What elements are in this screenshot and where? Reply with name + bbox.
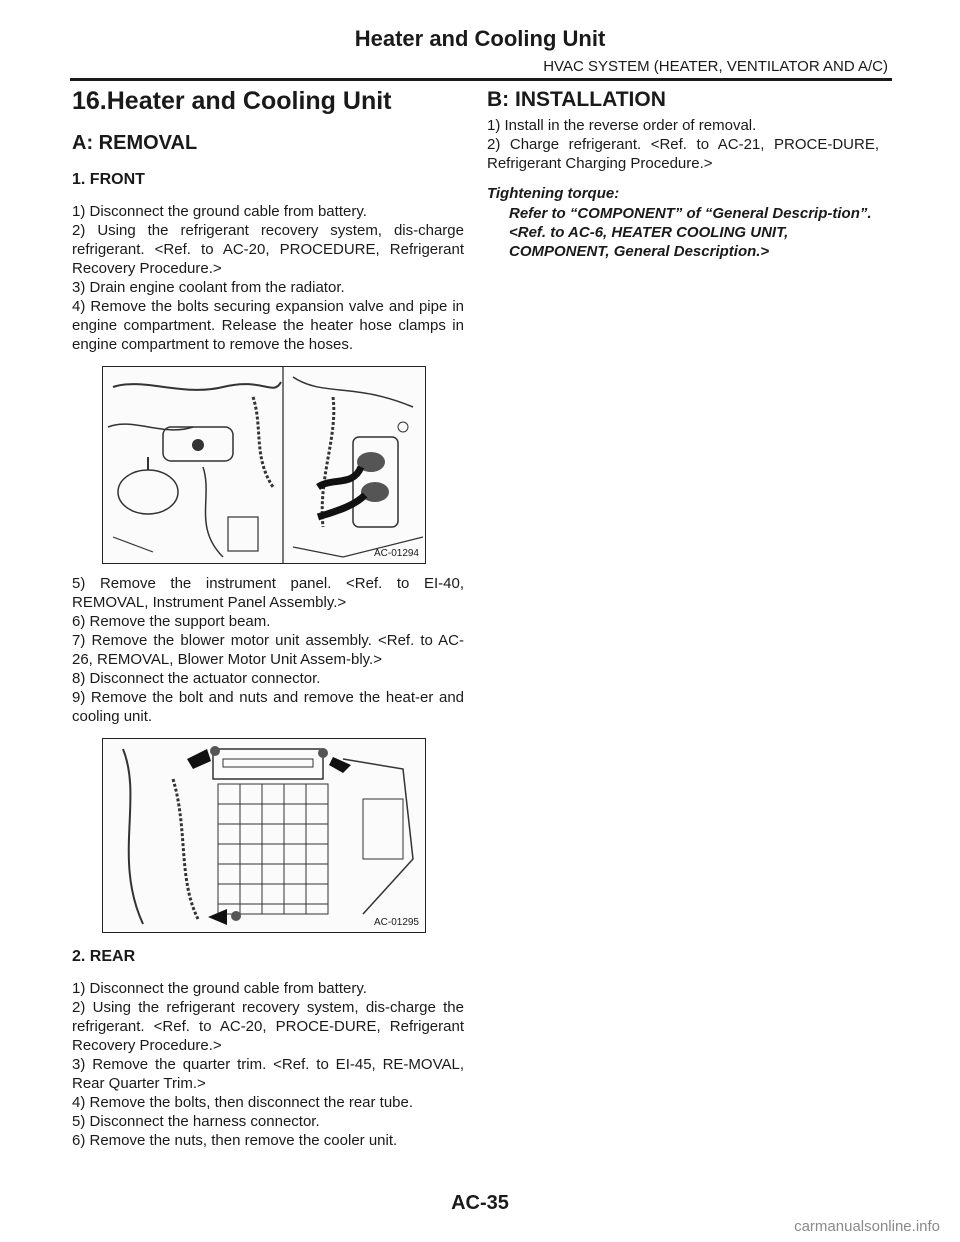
step: 9) Remove the bolt and nuts and remove the heat-er and cooling unit. — [72, 689, 464, 725]
page-title: Heater and Cooling Unit — [354, 26, 606, 51]
heater-unit-illustration — [103, 739, 425, 932]
removal-heading: A: REMOVAL — [72, 132, 198, 154]
rear-steps — [72, 979, 464, 1150]
step: 6) Remove the nuts, then remove the cooler unit. — [72, 1132, 398, 1149]
step: 1) Disconnect the ground cable from battery. — [72, 203, 367, 220]
step: 7) Remove the blower motor unit assembly. <Ref. to AC-26, REMOVAL, Blower Motor Unit Assem-bly.> — [72, 632, 464, 668]
step: 2) Charge refrigerant. <Ref. to AC-21, PROCE-DURE, Refrigerant Charging Procedure.> — [487, 136, 879, 172]
watermark: carmanualsonline.info — [794, 1218, 940, 1235]
step: 1) Disconnect the ground cable from battery. — [72, 980, 367, 997]
front-heading: 1. FRONT — [72, 171, 145, 188]
step: 5) Remove the instrument panel. <Ref. to EI-40, REMOVAL, Instrument Panel Assembly.> — [72, 575, 464, 611]
header-rule — [70, 78, 892, 81]
step: 4) Remove the bolts, then disconnect the rear tube. — [72, 1094, 414, 1111]
step: 5) Disconnect the harness connector. — [72, 1113, 320, 1130]
figure-code: AC-01295 — [373, 917, 419, 928]
torque-label: Tightening torque: — [487, 185, 620, 202]
step: 3) Remove the quarter trim. <Ref. to EI-45, RE-MOVAL, Rear Quarter Trim.> — [72, 1056, 464, 1092]
engine-compartment-illustration — [103, 367, 425, 563]
front-steps-b — [72, 574, 464, 726]
section-title: 16.Heater and Cooling Unit — [72, 87, 392, 115]
figure-engine-compartment — [102, 366, 426, 564]
step: 8) Disconnect the actuator connector. — [72, 670, 321, 687]
left-column — [72, 86, 464, 1162]
arrow-icon — [187, 749, 211, 769]
installation-heading: B: INSTALLATION — [487, 88, 666, 111]
page-number: AC-35 — [451, 1192, 509, 1214]
torque-value: Refer to “COMPONENT” of “General Descrip-tion”. <Ref. to AC-6, HEATER COOLING UNIT, COMPONENT, General Description.> — [509, 205, 872, 260]
step: 6) Remove the support beam. — [72, 613, 271, 630]
right-column — [487, 86, 879, 261]
step: 4) Remove the bolts securing expansion valve and pipe in engine compartment. Release the heater hose clamps in engine compartment to remove the hoses. — [72, 298, 464, 353]
page-subtitle: HVAC SYSTEM (HEATER, VENTILATOR AND A/C) — [543, 58, 888, 75]
front-steps-a — [72, 202, 464, 354]
step: 2) Using the refrigerant recovery system, dis-charge the refrigerant. <Ref. to AC-20, PROCE-DURE, Refrigerant Recovery Procedure.> — [72, 999, 464, 1054]
step: 3) Drain engine coolant from the radiator. — [72, 279, 345, 296]
step: 1) Install in the reverse order of removal. — [487, 117, 757, 134]
install-steps — [487, 116, 879, 173]
figure-code: AC-01294 — [373, 548, 419, 559]
step: 2) Using the refrigerant recovery system, dis-charge refrigerant. <Ref. to AC-20, PROCEDURE, Refrigerant Recovery Procedure.> — [72, 222, 464, 277]
figure-heater-unit — [102, 738, 426, 933]
rear-heading: 2. REAR — [72, 948, 136, 965]
